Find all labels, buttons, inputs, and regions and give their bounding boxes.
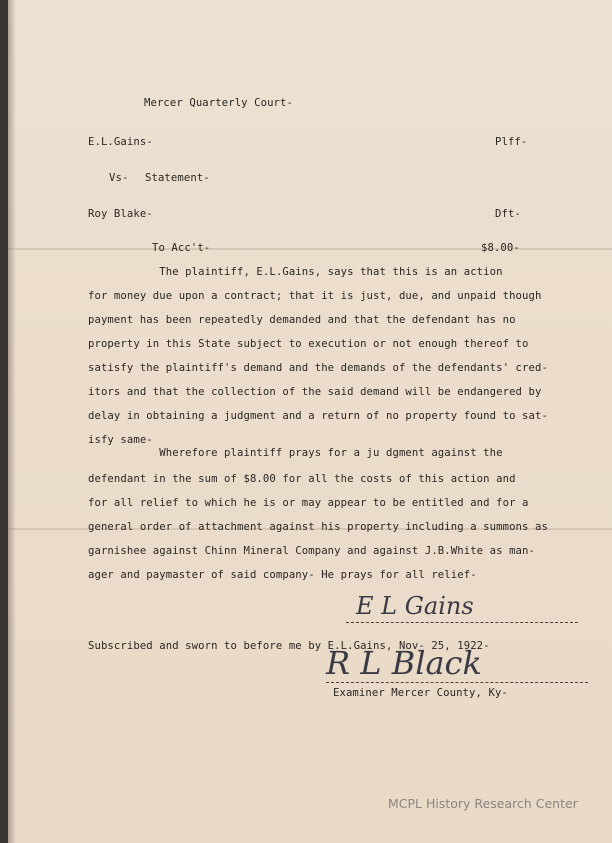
archive-watermark: MCPL History Research Center xyxy=(388,796,578,811)
body-line: defendant in the sum of $8.00 for all the costs of this action and xyxy=(88,473,516,485)
body-line: property in this State subject to execution or not enough thereof to xyxy=(88,338,529,350)
defendant-name: Roy Blake- xyxy=(88,208,153,220)
body-line: for money due upon a contract; that it is just, due, and unpaid though xyxy=(88,290,542,302)
body-line: isfy same- xyxy=(88,434,153,446)
body-line: itors and that the collection of the said demand will be endangered by xyxy=(88,386,542,398)
body-line: garnishee against Chinn Mineral Company and against J.B.White as man- xyxy=(88,545,535,557)
body-line: The plaintiff, E.L.Gains, says that this is an action xyxy=(88,266,503,278)
body-line: for all relief to which he is or may appear to be entitled and for a xyxy=(88,497,529,509)
body-line: payment has been repeatedly demanded and that the defendant has no xyxy=(88,314,516,326)
plaintiff-role: Plff- xyxy=(495,136,528,148)
account-amount: $8.00- xyxy=(481,242,520,254)
paper-fold xyxy=(8,248,612,250)
signature-line xyxy=(346,622,578,623)
document-page xyxy=(8,0,612,843)
body-line: delay in obtaining a judgment and a return of no property found to sat- xyxy=(88,410,548,422)
defendant-role: Dft- xyxy=(495,208,521,220)
plaintiff-name: E.L.Gains- xyxy=(88,136,153,148)
court-name: Mercer Quarterly Court- xyxy=(144,97,293,109)
body-line: general order of attachment against his property including a summons as xyxy=(88,521,548,533)
document-type: Statement- xyxy=(145,172,210,184)
body-line: Wherefore plaintiff prays for a ju dgment against the xyxy=(88,447,503,459)
examiner-title: Examiner Mercer County, Ky- xyxy=(333,687,508,699)
body-line: ager and paymaster of said company- He prays for all relief- xyxy=(88,569,477,581)
signature-line xyxy=(326,682,588,683)
plaintiff-signature: E L Gains xyxy=(356,592,474,620)
versus-label: Vs- xyxy=(109,172,129,184)
jurat-statement: Subscribed and sworn to before me by E.L.Gains, Nov- 25, 1922- xyxy=(88,640,490,652)
examiner-signature: R L Black xyxy=(326,644,482,682)
page-edge-shadow xyxy=(8,0,16,843)
body-line: satisfy the plaintiff's demand and the demands of the defendants' cred- xyxy=(88,362,548,374)
account-label: To Acc't- xyxy=(152,242,211,254)
